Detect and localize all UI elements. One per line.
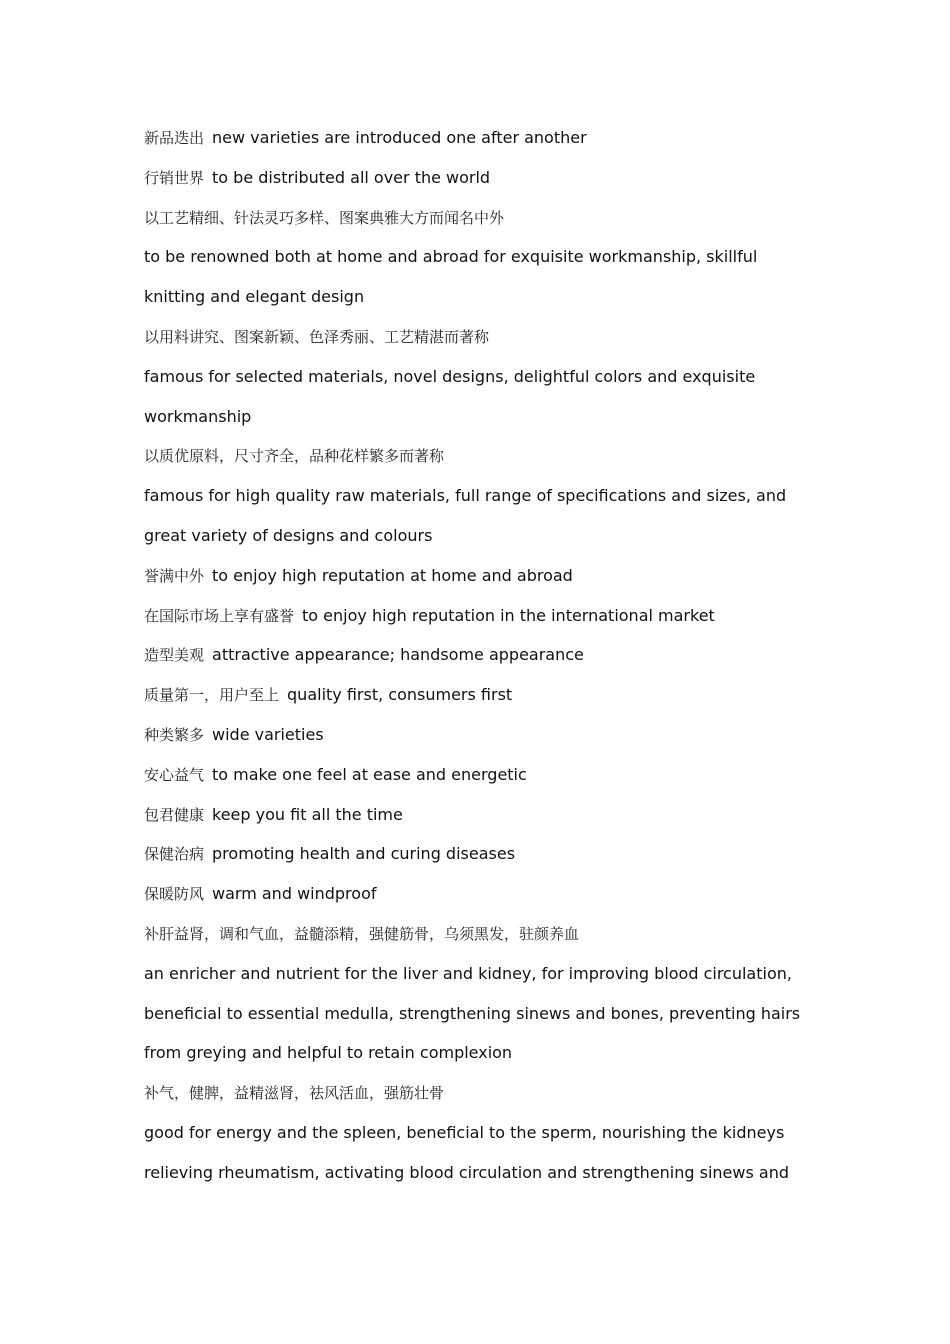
entry-line <box>144 1073 805 1113</box>
chinese-term: 新品迭出 <box>144 129 205 147</box>
english-translation: to enjoy high reputation in the international market <box>302 605 715 625</box>
english-translation-line: good for energy and the spleen, beneficial to the sperm, nourishing the kidneys <box>144 1122 785 1142</box>
english-translation-line: to be renowned both at home and abroad for exquisite workmanship, skillful <box>144 247 758 267</box>
entry-line <box>144 914 805 954</box>
english-translation-line: famous for high quality raw materials, full range of specifications and sizes, and <box>144 486 787 506</box>
chinese-term: 安心益气 <box>144 765 205 784</box>
entry-line <box>144 317 805 357</box>
english-translation: to make one feel at ease and energetic <box>212 764 527 784</box>
english-translation: warm and windproof <box>212 884 377 904</box>
chinese-term: 造型美观 <box>144 646 205 665</box>
english-translation: quality first, consumers first <box>287 685 513 705</box>
chinese-term: 在国际市场上享有盛誉 <box>144 606 295 625</box>
chinese-term: 以工艺精细、针法灵巧多样、图案典雅大方而闻名中外 <box>144 208 505 227</box>
entry-line <box>144 834 805 874</box>
chinese-term: 质量第一，用户至上 <box>144 686 280 705</box>
chinese-term: 以质优原料，尺寸齐全，品种花样繁多而著称 <box>144 447 445 466</box>
english-translation-line: from greying and helpful to retain complexion <box>144 1043 513 1063</box>
entry-line <box>144 596 805 636</box>
english-translation: promoting health and curing diseases <box>212 844 516 864</box>
entry-line <box>144 715 805 755</box>
chinese-term: 行销世界 <box>144 168 205 187</box>
entry-line <box>144 436 805 476</box>
english-translation: to enjoy high reputation at home and abroad <box>212 565 573 585</box>
english-translation-line: knitting and elegant design <box>144 287 365 307</box>
english-translation-line: an enricher and nutrient for the liver and kidney, for improving blood circulation, <box>144 963 792 983</box>
entry-line <box>144 158 805 198</box>
entry-line <box>144 795 805 835</box>
entry-line <box>144 118 805 158</box>
english-translation: wide varieties <box>212 724 324 744</box>
entry-line <box>144 556 805 596</box>
chinese-term: 补气，健脾，益精滋肾，祛风活血，强筋壮骨 <box>144 1084 445 1103</box>
english-translation-line: relieving rheumatism, activating blood circulation and strengthening sinews and <box>144 1162 789 1182</box>
english-translation: keep you fit all the time <box>212 804 403 824</box>
chinese-term: 以用料讲究、图案新颖、色泽秀丽、工艺精湛而著称 <box>144 327 490 346</box>
entry-line <box>144 755 805 795</box>
entry-line <box>144 198 805 238</box>
chinese-term: 补肝益肾，调和气血，益髓添精，强健筋骨，乌须黑发，驻颜养血 <box>144 924 580 943</box>
english-translation-line: famous for selected materials, novel designs, delightful colors and exquisite <box>144 366 756 386</box>
document-page <box>144 118 805 1193</box>
english-translation: to be distributed all over the world <box>212 167 491 187</box>
entry-line <box>144 874 805 914</box>
english-translation-line: workmanship <box>144 406 252 426</box>
chinese-term: 保健治病 <box>144 845 205 864</box>
entry-line <box>144 675 805 715</box>
english-translation: new varieties are introduced one after another <box>212 128 587 147</box>
english-translation: attractive appearance; handsome appearance <box>212 645 584 665</box>
chinese-term: 种类繁多 <box>144 725 205 744</box>
english-translation-line: great variety of designs and colours <box>144 525 433 545</box>
english-translation-line: beneficial to essential medulla, strengthening sinews and bones, preventing hairs <box>144 1003 801 1023</box>
chinese-term: 保暖防风 <box>144 885 205 904</box>
chinese-term: 誉满中外 <box>144 566 205 585</box>
chinese-term: 包君健康 <box>144 805 205 824</box>
entry-line <box>144 635 805 675</box>
